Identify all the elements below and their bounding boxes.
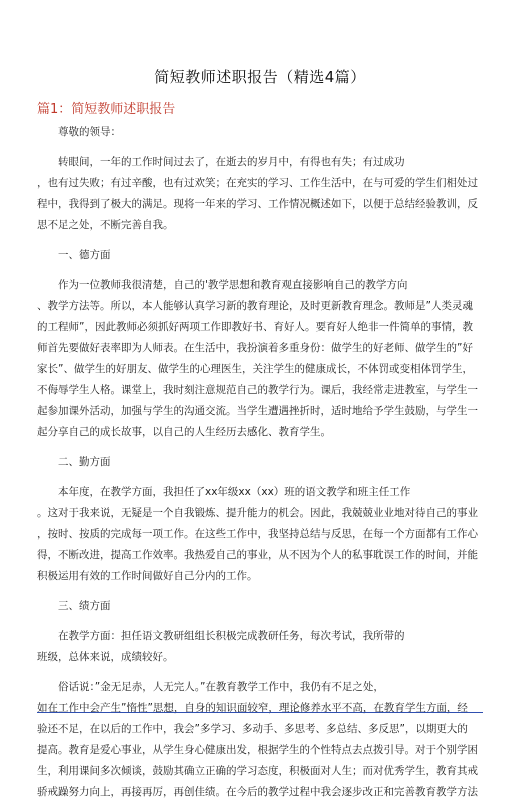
- text-line: 转眼间，一年的工作时间过去了，在逝去的岁月中，有得也有失；有过成功: [58, 156, 405, 168]
- text-line: 的工程师”，因此教师必须抓好两项工作即教好书、育好人。要育好人绝非一件简单的事情，教: [37, 321, 473, 333]
- section-heading: 篇1：简短教师述职报告: [37, 102, 176, 117]
- text-line: 起分享自己的成长故事，以自己的人生经历去感化、教育学生。: [37, 426, 331, 438]
- text-line: 起参加课外活动，加强与学生的沟通交流。当学生遭遇挫折时，适时地给予学生鼓励，与学生一: [37, 405, 478, 417]
- footer-divider: [37, 712, 483, 713]
- paragraph-gap: [37, 266, 487, 275]
- text-line: ，按时、按质的完成每一项工作。在这些工作中，我坚持总结与反思，在每一个方面都有工作心: [37, 528, 478, 540]
- text-line: 、教学方法等。所以，本人能够认真学习新的教育理论，及时更新教育理念。教师是”人类灵魂: [37, 300, 473, 312]
- text-line: 。这对于我来说，无疑是一个自我锻炼、提升能力的机会。因此，我兢兢业业地对待自己的事业: [37, 507, 478, 519]
- paragraph-gap: [37, 587, 487, 596]
- text-line: 思不足之处，不断完善自我。: [37, 219, 174, 231]
- text-line: 得，不断改进，提高工作效率。我热爱自己的事业，从不因为个人的私事耽误工作的时间，并能: [37, 549, 478, 561]
- text-line: 积极运用有效的工作时间做好自己分内的工作。: [37, 570, 258, 582]
- text-line: 不侮辱学生人格。课堂上，我时刻注意规范自己的教学行为。课后，我经常走进教室，与学生一: [37, 384, 478, 396]
- text-line: 作为一位教师我很清楚，自己的'教学思想和教育观直接影响自己的教学方向: [58, 279, 408, 291]
- text-line: 三、绩方面: [58, 600, 111, 612]
- text-line: 验还不足，在以后的工作中，我会”多学习、多动手、多思考、多总结、多反思”，以期更大的: [37, 723, 468, 735]
- text-line: 俗话说：”金无足赤，人无完人。”在教育教学工作中，我仍有不足之处，: [58, 681, 384, 693]
- text-line: 程中，我得到了极大的满足。现将一年来的学习、工作情况概述如下，以便于总结经验教训，反: [37, 198, 478, 210]
- text-line: 班级，总体来说，成绩较好。: [37, 651, 174, 663]
- page-title: 简短教师述职报告（精选4篇）: [154, 68, 366, 86]
- paragraph-gap: [37, 143, 487, 152]
- text-line: 生，利用课间多次倾谈，鼓励其确立正确的学习态度，积极面对人生；而对优秀学生，教育其戒: [37, 765, 478, 777]
- paragraph-gap: [37, 443, 487, 452]
- body-text: [37, 122, 487, 803]
- paragraph-gap: [37, 668, 487, 677]
- paragraph-gap: [37, 617, 487, 626]
- text-line: 家长”、做学生的好朋友、做学生的心理医生，关注学生的健康成长，不体罚或变相体罚学生，: [37, 363, 473, 375]
- text-line: 师首先要做好表率即为人师表。在生活中，我扮演着多重身份：做学生的好老师、做学生的”好: [37, 342, 473, 354]
- text-line: 在教学方面：担任语文教研组组长积极完成教研任务，每次考试，我所带的: [58, 630, 405, 642]
- paragraph-gap: [37, 236, 487, 245]
- text-line: 提高。教育是爱心事业，从学生身心健康出发，根据学生的个性特点去点拨引导。对于个别学困: [37, 744, 478, 756]
- text-line: 一、德方面: [58, 249, 111, 261]
- paragraph-gap: [37, 473, 487, 482]
- text-line: 本年度，在教学方面，我担任了xx年级xx（xx）班的语文教学和班主任工作: [58, 486, 411, 498]
- text-line: 二、勤方面: [58, 456, 111, 468]
- text-line: ，也有过失败；有过辛酸，也有过欢笑；在充实的学习、工作生活中，在与可爱的学生们相处过: [37, 177, 478, 189]
- text-line: 尊敬的领导：: [58, 126, 121, 138]
- text-line: 骄戒躁努力向上，再接再厉，再创佳绩。在今后的教学过程中我会逐步改正和完善教育教学方法: [37, 786, 478, 798]
- text-line: 如在工作中会产生”惰性”思想，自身的知识面较窄，理论修养水平不高，在教育学生方面，经: [37, 702, 468, 714]
